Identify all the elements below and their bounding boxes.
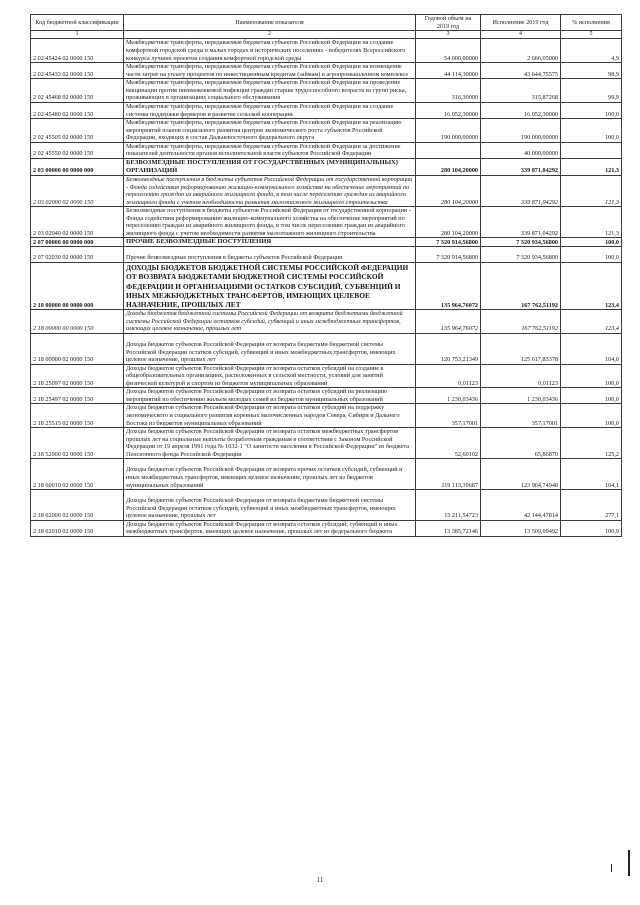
indicator-name-cell: Доходы бюджетов субъектов Российской Федерации от возврата остатков субсидий на реализацию мероприятий по обеспечению жильем молодых семей из бюджетов муниципальных образований (124, 388, 416, 404)
percent-cell: 121,3 (561, 158, 622, 175)
budget-code-cell: 2 18 02000 02 0000 150 (31, 490, 124, 521)
header-percent: % исполнения (561, 15, 622, 31)
percent-cell: 123,4 (561, 310, 622, 334)
percent-cell: 100,0 (561, 247, 622, 263)
execution-cell: 0,01123 (481, 364, 561, 388)
indicator-name-cell: Безвозмездные поступления в бюджеты субъектов Российской Федерации от государственной корпорации - Фонда содействия реформированию жилищно-коммунального хозяйства на обеспечение мероприятий по переселению граждан из аварийного жилищного фонда, в том числе переселению граждан из аварийного жилищного фонда с учетом необходимости развития малоэтажного жилищного строительства (124, 207, 416, 238)
execution-cell: 339 871,04292 (481, 207, 561, 238)
annual-plan-cell: 190 000,00000 (416, 119, 481, 143)
budget-code-cell: 2 18 00000 00 0000 150 (31, 310, 124, 334)
indicator-name-cell: ПРОЧИЕ БЕЗВОЗМЕЗДНЫЕ ПОСТУПЛЕНИЯ (124, 238, 416, 247)
table-row (31, 79, 622, 103)
budget-code-cell: 2 02 45468 02 0000 150 (31, 79, 124, 103)
annual-plan-cell: 280 104,20000 (416, 175, 481, 206)
budget-code-cell: 2 02 45505 02 0000 150 (31, 119, 124, 143)
column-number-row (31, 31, 622, 39)
percent-cell: 100,0 (561, 364, 622, 388)
table-row (31, 247, 622, 263)
indicator-name-cell: Доходы бюджетов субъектов Российской Федерации от возврата прочих остатков субсидий, субвенций и иных межбюджетных трансфертов, имеющих целевое назначение, прошлых лет из бюджетов муниципальных образований (124, 459, 416, 490)
percent-cell: 121,3 (561, 175, 622, 206)
indicator-name-cell: Прочие безвозмездные поступления в бюджеты субъектов Российской Федерации (124, 247, 416, 263)
table-row (31, 364, 622, 388)
budget-code-cell: 2 18 25515 02 0000 150 (31, 404, 124, 428)
percent-cell: 100,9 (561, 520, 622, 536)
execution-cell: 1 230,03436 (481, 388, 561, 404)
budget-code-cell: 2 18 25097 02 0000 150 (31, 364, 124, 388)
annual-plan-cell: 13 385,72146 (416, 520, 481, 536)
indicator-name-cell: Межбюджетные трансферты, передаваемые бюджетам субъектов Российской Федерации на возмещение части затрат на уплату процентов по инвестиционным кредитам (займам) в агропромышленном комплексе (124, 63, 416, 79)
budget-code-cell: 2 02 45424 02 0000 150 (31, 39, 124, 63)
annual-plan-cell: 280 104,20000 (416, 158, 481, 175)
indicator-name-cell: Доходы бюджетов субъектов Российской Федерации от возврата бюджетами бюджетной системы Российской Федерации остатков субсидий, субвенций и иных межбюджетных трансфертов, имеющих целевое назначение, прошлых лет (124, 333, 416, 364)
budget-code-cell: 2 02 45480 02 0000 150 (31, 102, 124, 118)
budget-code-cell: 2 18 02010 02 0000 150 (31, 520, 124, 536)
indicator-name-cell: Межбюджетные трансферты, передаваемые бюджетам субъектов Российской Федерации на создание системы поддержки фермеров и развитие сельской кооперации (124, 102, 416, 118)
budget-code-cell: 2 18 60010 02 0000 150 (31, 459, 124, 490)
table-row (31, 142, 622, 158)
budget-code-cell: 2 03 00000 00 0000 000 (31, 158, 124, 175)
annual-plan-cell: 7 320 914,56800 (416, 238, 481, 247)
execution-cell: 40 000,00000 (481, 142, 561, 158)
table-row (31, 158, 622, 175)
execution-cell: 43 644,75575 (481, 63, 561, 79)
table-row (31, 263, 622, 310)
execution-cell: 339 871,04292 (481, 158, 561, 175)
execution-cell: 125 617,83378 (481, 333, 561, 364)
table-row (31, 520, 622, 536)
table-row (31, 459, 622, 490)
percent-cell: 125,2 (561, 428, 622, 459)
indicator-name-cell: БЕЗВОЗМЕЗДНЫЕ ПОСТУПЛЕНИЯ ОТ ГОСУДАРСТВЕННЫХ (МУНИЦИПАЛЬНЫХ) ОРГАНИЗАЦИЙ (124, 158, 416, 175)
indicator-name-cell: Доходы бюджетов субъектов Российской Федерации от возврата бюджетами бюджетной системы Российской Федерации остатков субсидий, субвенций и иных межбюджетных трансфертов, имеющих целевое назначение, прошлых лет (124, 490, 416, 521)
percent-cell: 100,0 (561, 238, 622, 247)
budget-code-cell: 2 03 02040 02 0000 150 (31, 207, 124, 238)
indicator-name-cell: Межбюджетные трансферты, передаваемые бюджетам субъектов Российской Федерации на создание комфортной городской среды в малых городах и исторических поселениях - победителях Всероссийского конкурса лучших проектов создания комфортной городской среды (124, 39, 416, 63)
scan-edge-mark (628, 850, 630, 876)
table-row (31, 102, 622, 118)
table-row (31, 175, 622, 206)
budget-code-cell: 2 18 52900 02 0000 150 (31, 428, 124, 459)
execution-cell: 7 320 934,56800 (481, 247, 561, 263)
annual-plan-cell: 54 000,00000 (416, 39, 481, 63)
percent-cell (561, 142, 622, 158)
budget-code-cell: 2 18 25497 02 0000 150 (31, 388, 124, 404)
indicator-name-cell: Межбюджетные трансферты, передаваемые бюджетам субъектов Российской Федерации за достижение показателей деятельности органов исполнительной власти субъектов Российской Федерации (124, 142, 416, 158)
table-row (31, 333, 622, 364)
annual-plan-cell: 16 052,30000 (416, 102, 481, 118)
execution-cell: 339 871,04292 (481, 175, 561, 206)
execution-cell: 315,87268 (481, 79, 561, 103)
percent-cell: 104,0 (561, 333, 622, 364)
table-row (31, 238, 622, 247)
indicator-name-cell: Доходы бюджетов субъектов Российской Федерации от возврата остатков субсидий на создание в общеобразовательных организациях, расположенных в сельской местности, условий для занятий физической культурой и спортом из бюджетов муниципальных образований (124, 364, 416, 388)
indicator-name-cell: Безвозмездные поступления в бюджеты субъектов Российской Федерации от государственной корпорации - Фонда содействия реформированию жилищно-коммунального хозяйства на обеспечение мероприятий по переселению граждан из аварийного жилищного фонда, в том числе переселению граждан из аварийного жилищного фонда с учетом необходимости развития малоэтажного жилищного строительства (124, 175, 416, 206)
execution-cell: 16 052,30000 (481, 102, 561, 118)
budget-code-cell: 2 18 00000 02 0000 150 (31, 333, 124, 364)
table-row (31, 388, 622, 404)
annual-plan-cell: 15 211,54723 (416, 490, 481, 521)
header-annual-plan: Годовой объем на 2019 год (416, 15, 481, 31)
percent-cell: 100,0 (561, 102, 622, 118)
annual-plan-cell: 280 104,20000 (416, 207, 481, 238)
execution-cell: 13 509,09492 (481, 520, 561, 536)
indicator-name-cell: ДОХОДЫ БЮДЖЕТОВ БЮДЖЕТНОЙ СИСТЕМЫ РОССИЙСКОЙ ФЕДЕРАЦИИ ОТ ВОЗВРАТА БЮДЖЕТАМИ БЮДЖЕТНОЙ СИСТЕМЫ РОССИЙСКОЙ ФЕДЕРАЦИИ И ОРГАНИЗАЦИЯМИ ОСТАТКОВ СУБСИДИЙ, СУБВЕНЦИЙ И ИНЫХ МЕЖБЮДЖЕТНЫХ ТРАНСФЕРТОВ, ИМЕЮЩИХ ЦЕЛЕВОЕ НАЗНАЧЕНИЕ, ПРОШЛЫХ ЛЕТ (124, 263, 416, 310)
percent-cell: 123,4 (561, 263, 622, 310)
budget-code-cell: 2 03 02000 02 0000 150 (31, 175, 124, 206)
percent-cell: 99,9 (561, 79, 622, 103)
execution-cell: 123 964,74948 (481, 459, 561, 490)
annual-plan-cell: 316,30000 (416, 79, 481, 103)
budget-revenue-table (30, 14, 622, 537)
scan-edge-mark (611, 864, 612, 872)
percent-cell: 100,0 (561, 119, 622, 143)
annual-plan-cell: 0,01123 (416, 364, 481, 388)
column-number: 4 (481, 31, 561, 39)
annual-plan-cell: 120 753,21349 (416, 333, 481, 364)
percent-cell: 100,0 (561, 388, 622, 404)
table-row (31, 404, 622, 428)
table-body (31, 39, 622, 536)
table-row (31, 310, 622, 334)
table-header-row (31, 15, 622, 31)
column-number: 5 (561, 31, 622, 39)
execution-cell: 167 762,51192 (481, 263, 561, 310)
table-row (31, 207, 622, 238)
indicator-name-cell: Доходы бюджетов субъектов Российской Федерации от возврата остатков субсидий, субвенций и иных межбюджетных трансфертов, имеющих целевое назначение, прошлых лет из федерального бюджета (124, 520, 416, 536)
table-row (31, 63, 622, 79)
indicator-name-cell: Доходы бюджетов бюджетной системы Российской Федерации от возврата бюджетами бюджетной системы Российской Федерации остатков субсидий, субвенций и иных межбюджетных трансфертов, имеющих целевое назначение, прошлых лет (124, 310, 416, 334)
execution-cell: 190 000,00000 (481, 119, 561, 143)
indicator-name-cell: Доходы бюджетов субъектов Российской Федерации от возврата остатков субсидий на поддержку экономического и социального развития коренных малочисленных народов Севера, Сибири и Дальнего Востока из бюджетов муниципальных образований (124, 404, 416, 428)
annual-plan-cell (416, 142, 481, 158)
column-number: 1 (31, 31, 124, 39)
budget-code-cell: 2 18 00000 00 0000 000 (31, 263, 124, 310)
percent-cell: 104,1 (561, 459, 622, 490)
annual-plan-cell: 135 964,76072 (416, 263, 481, 310)
table-row (31, 39, 622, 63)
table-row (31, 119, 622, 143)
header-execution: Исполнение 2019 год (481, 15, 561, 31)
table-row (31, 428, 622, 459)
percent-cell: 121,3 (561, 207, 622, 238)
indicator-name-cell: Межбюджетные трансферты, передаваемые бюджетам субъектов Российской Федерации на реализацию мероприятий планов социального развития центров экономического роста субъектов Российской Федерации, входящих в состав Дальневосточного федерального округа (124, 119, 416, 143)
execution-cell: 167 762,51192 (481, 310, 561, 334)
percent-cell: 277,1 (561, 490, 622, 521)
header-indicator-name: Наименование показателя (124, 15, 416, 31)
budget-code-cell: 2 02 45433 02 0000 150 (31, 63, 124, 79)
budget-code-cell: 2 07 02030 02 0000 150 (31, 247, 124, 263)
annual-plan-cell: 44 114,30000 (416, 63, 481, 79)
execution-cell: 2 666,05000 (481, 39, 561, 63)
execution-cell: 42 144,47814 (481, 490, 561, 521)
column-number: 2 (124, 31, 416, 39)
indicator-name-cell: Доходы бюджетов субъектов Российской Федерации от возврата остатков межбюджетных трансфертов прошлых лет на социальные выплаты безработным гражданам в соответствии с Законом Российской Федерации от 19 апреля 1991 года № 1032-1 "О занятости населения в Российской Федерации" из бюджета Пенсионного фонда Российской Федерации (124, 428, 416, 459)
budget-code-cell: 2 07 00000 00 0000 000 (31, 238, 124, 247)
annual-plan-cell: 52,60102 (416, 428, 481, 459)
percent-cell: 100,0 (561, 404, 622, 428)
table-row (31, 490, 622, 521)
header-budget-code: Код бюджетной классификации (31, 15, 124, 31)
execution-cell: 7 320 934,56800 (481, 238, 561, 247)
indicator-name-cell: Межбюджетные трансферты, передаваемые бюджетам субъектов Российской Федерации на проведение вакцинации против пневмококковой инфекции граждан старше трудоспособного возраста из групп риска, проживающих в организациях социального обслуживания (124, 79, 416, 103)
annual-plan-cell: 1 230,03436 (416, 388, 481, 404)
budget-code-cell: 2 02 45550 02 0000 150 (31, 142, 124, 158)
annual-plan-cell: 7 320 914,56800 (416, 247, 481, 263)
annual-plan-cell: 135 964,76072 (416, 310, 481, 334)
page-number: 11 (316, 876, 324, 884)
annual-plan-cell: 357,17001 (416, 404, 481, 428)
annual-plan-cell: 119 113,39687 (416, 459, 481, 490)
percent-cell: 98,9 (561, 63, 622, 79)
execution-cell: 357,17001 (481, 404, 561, 428)
execution-cell: 65,86870 (481, 428, 561, 459)
percent-cell: 4,9 (561, 39, 622, 63)
column-number: 3 (416, 31, 481, 39)
